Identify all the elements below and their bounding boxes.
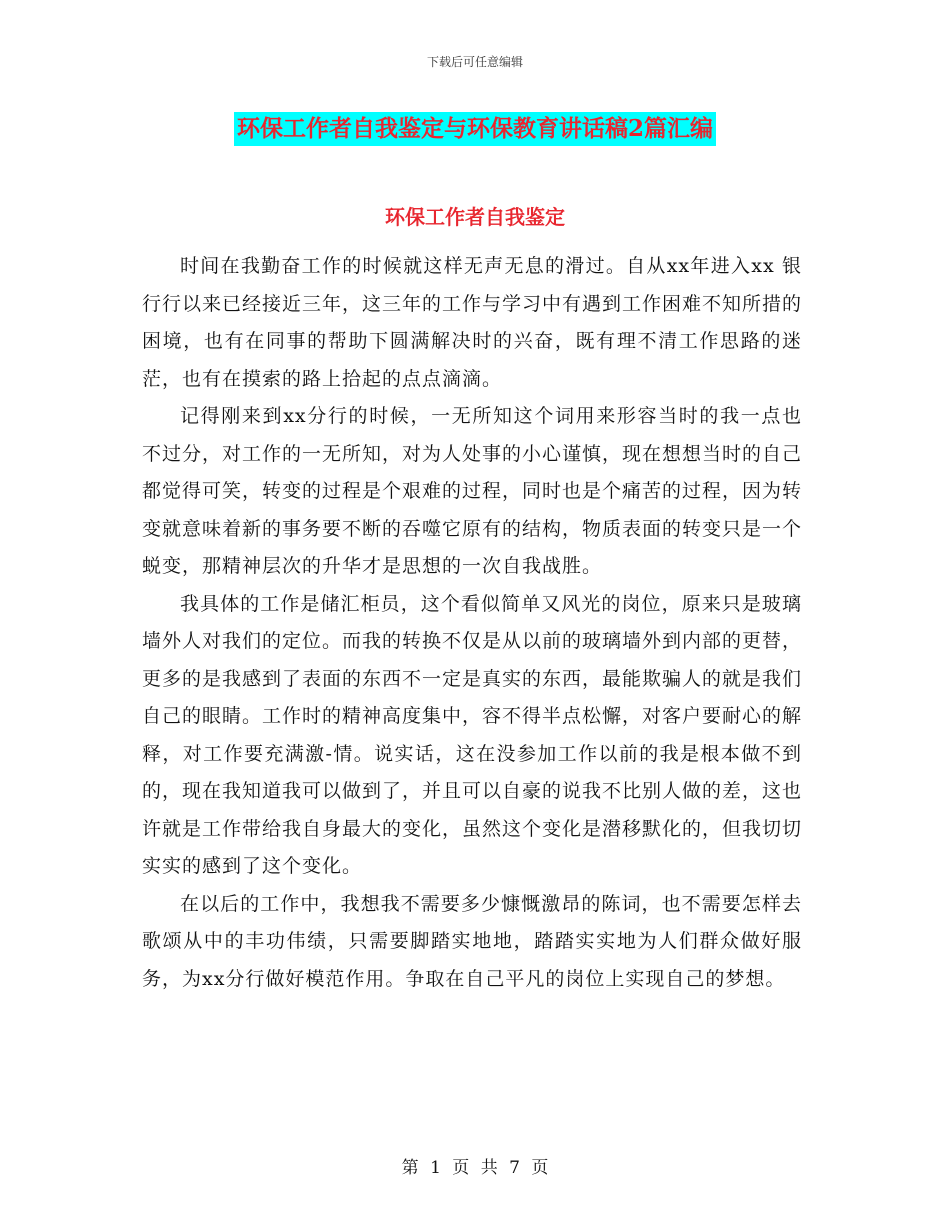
page-number-footer: 第 1 页 共 7 页 xyxy=(401,1158,549,1178)
document-body xyxy=(142,248,802,998)
header-note: 下载后可任意编辑 xyxy=(426,55,523,69)
document-title-wrapper xyxy=(0,112,950,146)
document-title: 环保工作者自我鉴定与环保教育讲话稿2篇汇编 xyxy=(234,112,716,146)
paragraph-3: 我具体的工作是储汇柜员，这个看似简单又风光的岗位，原来只是玻璃墙外人对我们的定位。而我的转换不仅是从以前的玻璃墙外到内部的更替，更多的是我感到了表面的东西不一定是真实的东西，最能欺骗人的就是我们自己的眼睛。工作时的精神高度集中，容不得半点松懈，对客户要耐心的解释，对工作要充满激-情。说实话，这在没参加工作以前的我是根本做不到的，现在我知道我可以做到了，并且可以自豪的说我不比别人做的差，这也许就是工作带给我自身最大的变化，虽然这个变化是潜移默化的，但我切切实实的感到了这个变化。 xyxy=(142,592,803,877)
paragraph-1: 时间在我勤奋工作的时候就这样无声无息的滑过。自从xx年进入xx 银行行以来已经接近三年，这三年的工作与学习中有遇到工作困难不知所措的困境，也有在同事的帮助下圆满解决时的兴奋，既有理不清工作思路的迷茫，也有在摸索的路上拾起的点点滴滴。 xyxy=(142,255,803,390)
paragraph-4: 在以后的工作中，我想我不需要多少慷慨激昂的陈词，也不需要怎样去歌颂从中的丰功伟绩，只需要脚踏实地地，踏踏实实地为人们群众做好服务，为xx分行做好模范作用。争取在自己平凡的岗位上实现自己的梦想。 xyxy=(142,892,802,990)
section-title: 环保工作者自我鉴定 xyxy=(385,205,565,229)
paragraph-2: 记得刚来到xx分行的时候，一无所知这个词用来形容当时的我一点也不过分，对工作的一无所知，对为人处事的小心谨慎，现在想想当时的自己都觉得可笑，转变的过程是个艰难的过程，同时也是个痛苦的过程，因为转变就意味着新的事务要不断的吞噬它原有的结构，物质表面的转变只是一个蜕变，那精神层次的升华才是思想的一次自我战胜。 xyxy=(142,405,803,577)
